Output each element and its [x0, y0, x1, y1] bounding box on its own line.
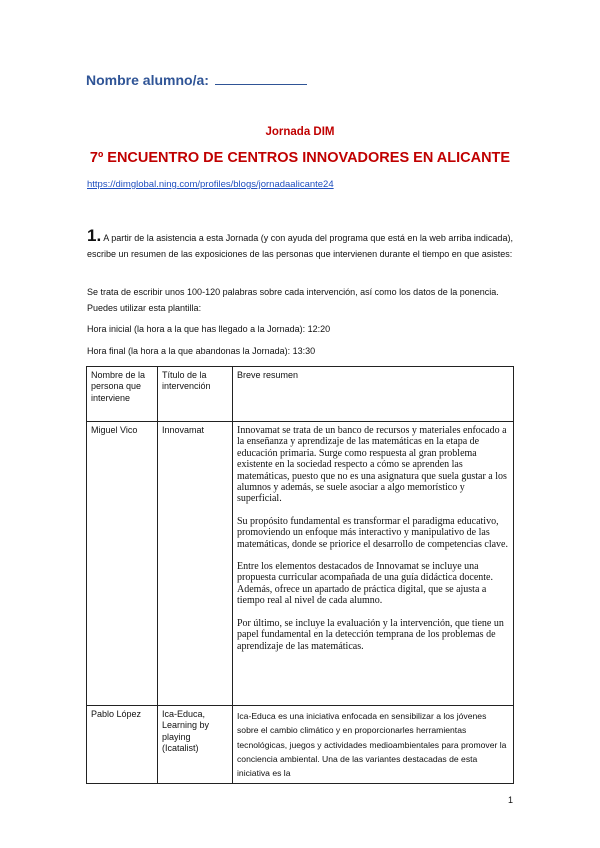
event-link[interactable]: https://dimglobal.ning.com/profiles/blogs/jornadaalicante24 — [87, 179, 334, 190]
header-summary: Breve resumen — [233, 367, 514, 422]
summary-paragraph: Su propósito fundamental es transformar el paradigma educativo, promoviendo un enfoque más interactivo y manipulativo de las matemáticas, donde se priorice el desarrollo de competencias clave. — [237, 515, 508, 550]
page-number: 1 — [508, 795, 514, 805]
jornada-title: Jornada DIM — [265, 126, 335, 138]
instructions-text: Se trata de escribir unos 100-120 palabras sobre cada intervención, así como los datos de la ponencia. Puedes utilizar esta plantilla: — [87, 287, 499, 313]
table-header-row — [87, 367, 514, 422]
student-name-blank — [215, 72, 307, 85]
table-row — [87, 422, 514, 706]
summary-paragraph: Entre los elementos destacados de Innovamat se incluye una propuesta curricular acompañada de una guía didáctica docente. Además, ofrece un apartado de práctica digital, que se ajusta a tiempo real al nivel de cada alumno. — [237, 561, 493, 607]
question-text: A partir de la asistencia a esta Jornada (y con ayuda del programa que está en la web arriba indicada), escribe un resumen de las exposiciones de las personas que intervienen durante el tiempo en que asistes: — [87, 233, 513, 259]
header-name: Nombre de la persona que interviene — [87, 367, 158, 422]
start-time: Hora inicial (la hora a la que has llegado a la Jornada): 12:20 — [87, 324, 331, 334]
event-title: 7º ENCUENTRO DE CENTROS INNOVADORES EN ALICANTE — [89, 150, 511, 166]
end-time: Hora final (la hora a la que abandonas la Jornada): 13:30 — [87, 346, 316, 356]
header-title: Título de la intervención — [158, 367, 233, 422]
talk-title: Ica-Educa, Learning by playing (Icatalist) — [158, 706, 233, 784]
speaker-name: Pablo López — [87, 706, 158, 784]
talk-title: Innovamat — [158, 422, 233, 706]
speakers-table — [86, 366, 514, 784]
summary-paragraph: Ica-Educa es una iniciativa enfocada en sensibilizar a los jóvenes sobre el cambio climático y en proporcionarles herramientas tecnológicas, juegos y actividades medioambientales para promover la conciencia ambiental. Una de las variantes destacadas de esta iniciativa es la — [237, 711, 507, 779]
talk-summary — [233, 422, 514, 706]
summary-paragraph: Innovamat se trata de un banco de recursos y materiales enfocado a la enseñanza y aprendizaje de las matemáticas en la etapa de educación primaria. Surge como respuesta al gran problema existente en la sociedad respecto a cómo se aprenden las matemáticas, puesto que no es una asignatura que suela gustar a los alumnos y además, se suele asociar a algo memorístico y superficial. — [237, 425, 507, 505]
summary-paragraph: Por último, se incluye la evaluación y la intervención, que tiene un papel fundamental en la detección temprana de los problemas de aprendizaje de las matemáticas. — [237, 617, 504, 652]
question-number: 1. — [87, 226, 102, 245]
table-row — [87, 706, 514, 784]
student-name-label — [86, 72, 307, 88]
speaker-name: Miguel Vico — [87, 422, 158, 706]
student-name-text: Nombre alumno/a: — [86, 72, 209, 88]
talk-summary — [233, 706, 514, 784]
question-1 — [87, 228, 517, 262]
